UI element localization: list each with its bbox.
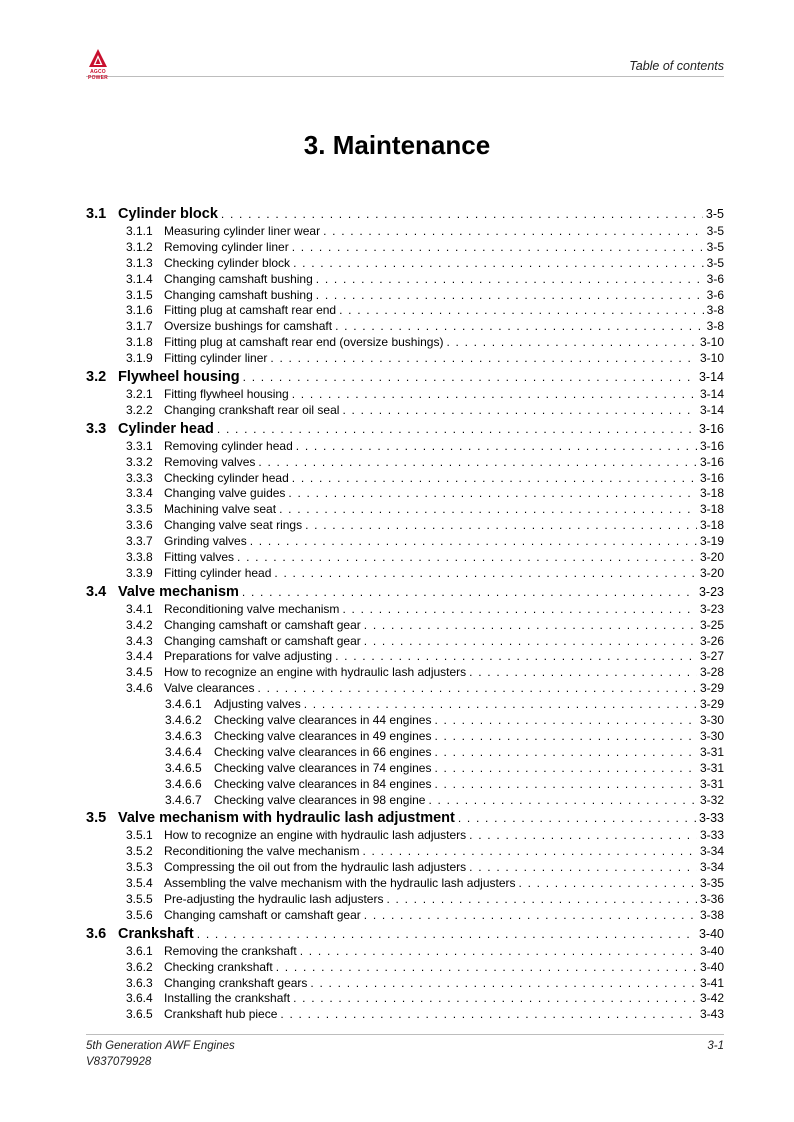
toc-entry-page: 3-40 [699,943,724,958]
toc-entry-title: Reconditioning the valve mechanism [164,844,360,859]
toc-entry-page: 3-8 [706,319,724,334]
toc-subsection-entry[interactable] [86,335,724,351]
toc-entry-title: Assembling the valve mechanism with the hydraulic lash adjusters [164,876,516,891]
toc-entry-number: 3.1.9 [126,351,153,366]
toc-leader-dots [305,518,697,534]
toc-entry-title: Removing valves [164,454,256,469]
toc-entry-title: Crankshaft hub piece [164,1007,278,1022]
toc-subsection-entry[interactable] [86,665,724,681]
toc-entry-number: 3.5.1 [126,828,153,843]
toc-entry-page: 3-32 [699,792,724,807]
toc-leader-dots [469,665,697,681]
toc-entry-title: How to recognize an engine with hydraulic lash adjusters [164,828,467,843]
toc-entry-number: 3.2 [86,369,107,386]
toc-leader-dots [221,204,703,224]
toc-leader-dots [323,224,704,240]
toc-leader-dots [339,303,704,319]
toc-leader-dots [434,761,697,777]
toc-leader-dots [458,808,696,828]
toc-leader-dots [274,566,697,582]
toc-leader-dots [276,960,697,976]
footer-doc-title: 5th Generation AWF Engines [86,1040,235,1052]
toc-entry-number: 3.5 [86,810,107,827]
toc-subsection-entry[interactable] [86,761,724,777]
toc-entry-title: Changing camshaft bushing [164,271,313,286]
toc-subsection-entry[interactable] [86,303,724,319]
toc-entry-page: 3-34 [699,860,724,875]
toc-entry-number: 3.1.5 [126,287,153,302]
toc-subsection-entry[interactable] [86,455,724,471]
toc-subsection-entry[interactable] [86,860,724,876]
toc-leader-dots [280,1007,697,1023]
toc-entry-number: 3.6 [86,925,107,942]
toc-entry-number: 3.3.9 [126,565,153,580]
toc-entry-page: 3-40 [698,926,724,941]
toc-entry-title: Changing valve guides [164,486,286,501]
toc-leader-dots [335,649,697,665]
footer-page-number: 3-1 [707,1040,724,1052]
toc-entry-page: 3-38 [699,907,724,922]
toc-subsection-entry[interactable] [86,272,724,288]
toc-entry-page: 3-25 [699,617,724,632]
toc-entry-title: Removing the crankshaft [164,943,297,958]
toc-entry-number: 3.2.2 [126,402,153,417]
toc-subsection-entry[interactable] [86,793,724,809]
toc-subsection-entry[interactable] [86,634,724,650]
toc-subsection-entry[interactable] [86,681,724,697]
toc-entry-number: 3.5.4 [126,876,153,891]
toc-entry-number: 3.3.7 [126,534,153,549]
toc-leader-dots [300,944,697,960]
toc-entry-page: 3-34 [699,844,724,859]
toc-leader-dots [428,793,697,809]
toc-entry-page: 3-18 [699,502,724,517]
toc-entry-page: 3-30 [699,713,724,728]
toc-entry-page: 3-6 [706,287,724,302]
toc-entry-title: Fitting valves [164,550,235,565]
toc-entry-page: 3-29 [699,697,724,712]
toc-subsection-entry[interactable] [86,439,724,455]
toc-entry-title: Checking valve clearances in 44 engines [214,713,432,728]
toc-subsection-entry[interactable] [86,240,724,256]
toc-entry-title: Machining valve seat [164,502,277,517]
toc-leader-dots [434,745,697,761]
toc-entry-title: Valve mechanism with hydraulic lash adjustment [118,810,455,827]
toc-subsection-entry[interactable] [86,602,724,618]
toc-subsection-entry[interactable] [86,1007,724,1023]
toc-entry-page: 3-42 [699,991,724,1006]
toc-entry-number: 3.6.2 [126,959,153,974]
toc-entry-number: 3.1 [86,206,107,222]
toc-entry-title: Checking valve clearances in 66 engines [214,744,432,759]
toc-entry-title: Fitting plug at camshaft rear end [164,303,337,318]
toc-entry-number: 3.1.6 [126,303,153,318]
toc-subsection-entry[interactable] [86,960,724,976]
toc-leader-dots [316,272,704,288]
toc-entry-title: Changing valve seat rings [164,518,303,533]
toc-entry-title: Crankshaft [118,925,194,942]
toc-entry-title: Checking cylinder head [164,470,289,485]
toc-entry-number: 3.6.4 [126,991,153,1006]
toc-entry-page: 3-19 [699,534,724,549]
toc-leader-dots [292,387,697,403]
toc-leader-dots [310,976,697,992]
toc-subsection-entry[interactable] [86,387,724,403]
toc-leader-dots [270,351,697,367]
toc-subsection-entry[interactable] [86,649,724,665]
toc-leader-dots [292,240,704,256]
toc-entry-number: 3.4.1 [126,601,153,616]
toc-entry-page: 3-5 [706,255,724,270]
toc-entry-number: 3.4.6.3 [165,728,202,743]
toc-leader-dots [288,486,697,502]
toc-entry-title: Checking crankshaft [164,959,273,974]
agco-triangle-icon [86,48,110,70]
toc-entry-page: 3-8 [706,303,724,318]
toc-subsection-entry[interactable] [86,976,724,992]
toc-entry-number: 3.4.6.7 [165,792,202,807]
toc-entry-page: 3-26 [699,633,724,648]
toc-subsection-entry[interactable] [86,471,724,487]
toc-entry-title: Installing the crankshaft [164,991,291,1006]
toc-entry-page: 3-16 [699,470,724,485]
toc-leader-dots [197,924,696,944]
toc-subsection-entry[interactable] [86,566,724,582]
toc-entry-title: Removing cylinder head [164,438,293,453]
toc-leader-dots [364,634,697,650]
toc-leader-dots [258,681,697,697]
toc-leader-dots [250,534,697,550]
page-header [86,44,724,81]
toc-entry-title: Pre-adjusting the hydraulic lash adjusters [164,891,384,906]
toc-leader-dots [296,439,697,455]
toc-leader-dots [279,502,697,518]
toc-entry-number: 3.4.4 [126,649,153,664]
chapter-title: 3. Maintenance [303,130,491,160]
toc-section-entry[interactable] [86,367,724,387]
toc-subsection-entry[interactable] [86,486,724,502]
toc-entry-title: Fitting cylinder head [164,565,272,580]
toc-subsection-entry[interactable] [86,713,724,729]
toc-entry-title: Changing camshaft or camshaft gear [164,617,361,632]
toc-leader-dots [293,256,704,272]
toc-entry-number: 3.3.6 [126,518,153,533]
toc-subsection-entry[interactable] [86,944,724,960]
toc-entry-title: Checking valve clearances in 84 engines [214,776,432,791]
toc-entry-title: Oversize bushings for camshaft [164,319,333,334]
toc-entry-page: 3-28 [699,665,724,680]
toc-subsection-entry[interactable] [86,844,724,860]
toc-entry-title: Changing crankshaft rear oil seal [164,402,340,417]
toc-entry-number: 3.5.5 [126,891,153,906]
toc-entry-page: 3-14 [699,402,724,417]
toc-entry-title: Adjusting valves [214,697,301,712]
toc-section-entry[interactable] [86,924,724,944]
toc-leader-dots [292,471,697,487]
toc-entry-number: 3.3 [86,420,107,437]
toc-entry-number: 3.4 [86,583,107,600]
toc-entry-number: 3.3.3 [126,470,153,485]
toc-subsection-entry[interactable] [86,745,724,761]
toc-leader-dots [469,860,697,876]
toc-entry-page: 3-5 [706,224,724,238]
toc-entry-number: 3.1.7 [126,319,153,334]
toc-subsection-entry[interactable] [86,828,724,844]
toc-entry-page: 3-16 [699,454,724,469]
toc-entry-number: 3.4.5 [126,665,153,680]
toc-leader-dots [342,602,697,618]
toc-entry-title: Fitting cylinder liner [164,351,268,366]
toc-entry-number: 3.3.4 [126,486,153,501]
toc-entry-number: 3.4.6.2 [165,713,202,728]
toc-entry-number: 3.6.3 [126,975,153,990]
toc-entry-page: 3-20 [699,550,724,565]
toc-leader-dots [335,319,704,335]
footer-doc-code: V837079928 [86,1056,152,1068]
toc-entry-page: 3-33 [698,811,724,826]
toc-subsection-entry[interactable] [86,534,724,550]
toc-subsection-entry[interactable] [86,351,724,367]
toc-subsection-entry[interactable] [86,288,724,304]
toc-leader-dots [342,403,697,419]
toc-leader-dots [293,991,697,1007]
toc-subsection-entry[interactable] [86,777,724,793]
toc-entry-title: Valve clearances [164,681,255,696]
toc-entry-number: 3.4.6.6 [165,776,202,791]
table-of-contents [86,204,724,1023]
toc-subsection-entry[interactable] [86,319,724,335]
toc-leader-dots [434,713,697,729]
toc-entry-title: Grinding valves [164,534,247,549]
toc-entry-number: 3.4.6.4 [165,744,202,759]
toc-entry-page: 3-18 [699,518,724,533]
toc-leader-dots [242,582,696,602]
toc-entry-page: 3-29 [699,681,724,696]
toc-entry-title: Compressing the oil out from the hydraulic lash adjusters [164,860,467,875]
toc-subsection-entry[interactable] [86,618,724,634]
toc-entry-number: 3.3.2 [126,454,153,469]
toc-entry-title: Removing cylinder liner [164,239,289,254]
toc-leader-dots [217,419,696,439]
toc-entry-title: Valve mechanism [118,583,239,600]
toc-leader-dots [258,455,697,471]
toc-leader-dots [316,288,704,304]
toc-entry-page: 3-43 [699,1007,724,1022]
toc-entry-number: 3.4.6 [126,681,153,696]
toc-entry-title: Checking cylinder block [164,255,291,270]
toc-entry-number: 3.5.2 [126,844,153,859]
toc-subsection-entry[interactable] [86,892,724,908]
toc-leader-dots [243,367,696,387]
toc-entry-title: Checking valve clearances in 49 engines [214,728,432,743]
toc-entry-page: 3-16 [699,438,724,453]
toc-entry-page: 3-33 [699,828,724,843]
toc-subsection-entry[interactable] [86,256,724,272]
toc-entry-title: Fitting flywheel housing [164,387,289,402]
toc-entry-number: 3.1.3 [126,255,153,270]
toc-leader-dots [364,908,697,924]
toc-entry-number: 3.4.6.1 [165,697,202,712]
toc-entry-number: 3.5.3 [126,860,153,875]
toc-entry-title: Checking valve clearances in 98 engine [214,792,426,807]
toc-section-entry[interactable] [86,419,724,439]
agco-logo [86,48,110,81]
toc-entry-title: Checking valve clearances in 74 engines [214,760,432,775]
toc-subsection-entry[interactable] [86,224,724,240]
toc-entry-number: 3.1.2 [126,239,153,254]
toc-entry-number: 3.1.1 [126,224,153,238]
toc-leader-dots [446,335,697,351]
toc-entry-number: 3.3.5 [126,502,153,517]
toc-leader-dots [304,697,697,713]
toc-entry-page: 3-20 [699,565,724,580]
toc-entry-page: 3-30 [699,728,724,743]
toc-leader-dots [364,618,697,634]
toc-entry-page: 3-31 [699,744,724,759]
toc-section-entry[interactable] [86,204,724,224]
toc-subsection-entry[interactable] [86,697,724,713]
toc-entry-page: 3-14 [699,387,724,402]
toc-entry-number: 3.1.8 [126,335,153,350]
toc-entry-page: 3-18 [699,486,724,501]
toc-entry-page: 3-35 [699,876,724,891]
toc-entry-title: Reconditioning valve mechanism [164,601,340,616]
toc-subsection-entry[interactable] [86,908,724,924]
toc-entry-page: 3-23 [698,584,724,599]
toc-entry-page: 3-10 [699,335,724,350]
toc-entry-number: 3.3.1 [126,438,153,453]
toc-entry-number: 3.6.1 [126,943,153,958]
toc-entry-title: Changing camshaft or camshaft gear [164,633,361,648]
toc-subsection-entry[interactable] [86,518,724,534]
toc-entry-page: 3-10 [699,351,724,366]
toc-entry-title: Preparations for valve adjusting [164,649,333,664]
toc-leader-dots [519,876,697,892]
toc-entry-title: Changing camshaft or camshaft gear [164,907,361,922]
toc-entry-page: 3-31 [699,776,724,791]
toc-entry-number: 3.2.1 [126,387,153,402]
header-title: Table of contents [629,59,724,73]
toc-subsection-entry[interactable] [86,502,724,518]
toc-entry-number: 3.4.3 [126,633,153,648]
toc-entry-number: 3.1.4 [126,271,153,286]
toc-leader-dots [434,777,697,793]
toc-subsection-entry[interactable] [86,550,724,566]
toc-entry-page: 3-6 [706,271,724,286]
toc-entry-page: 3-40 [699,959,724,974]
toc-entry-page: 3-5 [705,207,724,221]
toc-entry-page: 3-14 [698,370,724,385]
logo-text: AGCO POWER [88,69,108,81]
toc-section-entry[interactable] [86,582,724,602]
toc-entry-number: 3.3.8 [126,550,153,565]
toc-leader-dots [386,892,697,908]
toc-entry-page: 3-27 [699,649,724,664]
toc-entry-title: Flywheel housing [118,369,240,386]
toc-entry-title: Changing crankshaft gears [164,975,308,990]
toc-leader-dots [362,844,697,860]
toc-entry-title: Fitting plug at camshaft rear end (oversize bushings) [164,335,444,350]
toc-leader-dots [469,828,697,844]
toc-subsection-entry[interactable] [86,403,724,419]
toc-subsection-entry[interactable] [86,876,724,892]
toc-entry-page: 3-16 [698,421,724,436]
toc-subsection-entry[interactable] [86,729,724,745]
toc-entry-page: 3-41 [699,975,724,990]
toc-entry-page: 3-36 [699,891,724,906]
toc-entry-number: 3.4.2 [126,617,153,632]
toc-entry-page: 3-31 [699,760,724,775]
toc-leader-dots [237,550,697,566]
toc-subsection-entry[interactable] [86,991,724,1007]
toc-entry-title: Cylinder block [118,206,218,222]
toc-section-entry[interactable] [86,808,724,828]
toc-entry-title: Changing camshaft bushing [164,287,313,302]
toc-entry-title: How to recognize an engine with hydraulic lash adjusters [164,665,467,680]
toc-entry-page: 3-23 [699,601,724,616]
toc-entry-number: 3.6.5 [126,1007,153,1022]
toc-entry-title: Measuring cylinder liner wear [164,224,321,238]
toc-entry-page: 3-5 [706,239,724,254]
toc-entry-number: 3.5.6 [126,907,153,922]
toc-entry-title: Cylinder head [118,420,214,437]
page-footer [86,1034,724,1070]
toc-leader-dots [434,729,697,745]
toc-entry-number: 3.4.6.5 [165,760,202,775]
